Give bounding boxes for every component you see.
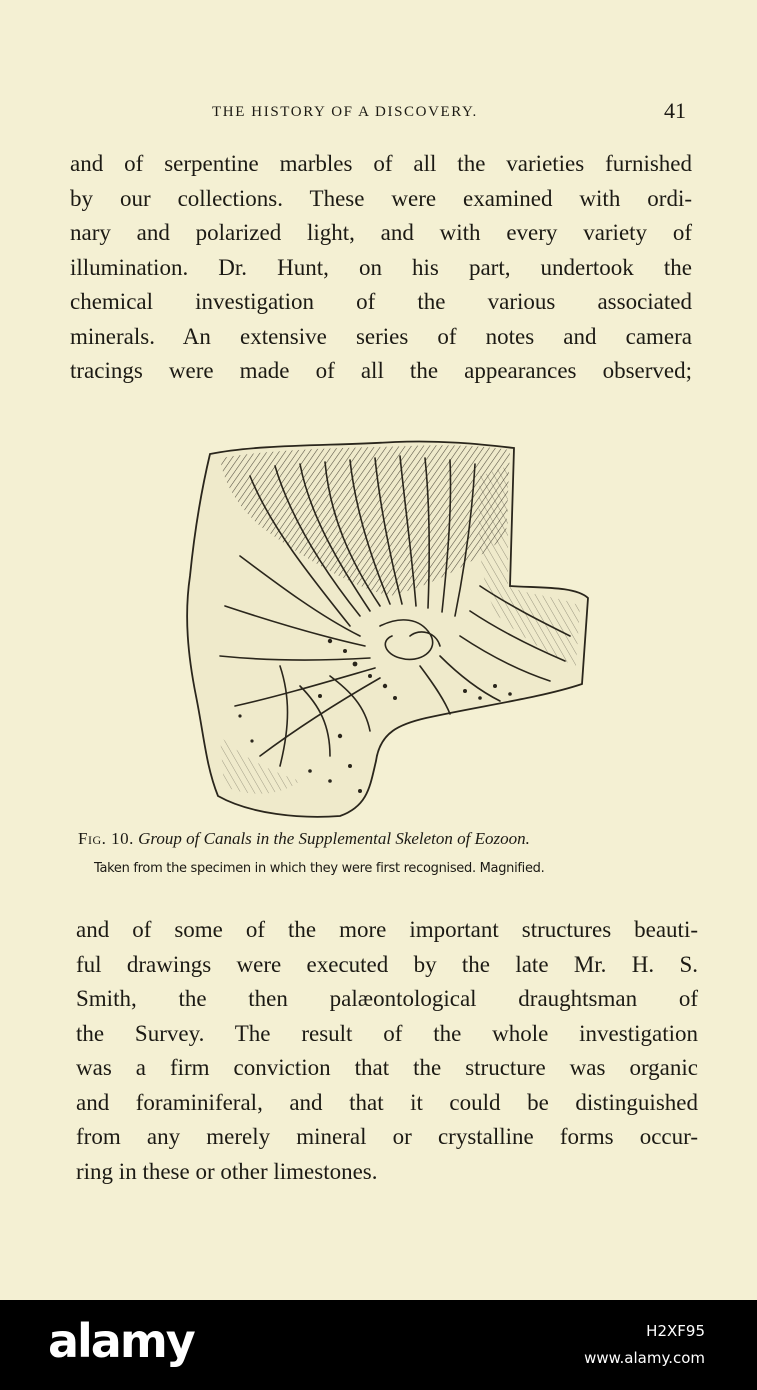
figure-title: Group of Canals in the Supplemental Skeleton of Eozoon. [138,829,530,848]
stock-footer-bar [0,1300,757,1390]
paragraph-top [70,147,692,389]
text-line: ring in these or other limestones. [76,1158,378,1184]
page-number: 41 [664,98,686,123]
image-id: H2XF95 [646,1322,705,1340]
text-line: tracings were made of all the appearances observed; [70,358,692,383]
figure-label: Fig. 10. [78,829,134,848]
text-line: was a firm conviction that the structure was organic [76,1055,698,1080]
text-line: the Survey. The result of the whole investigation [76,1020,698,1046]
text-line: and foraminiferal, and that it could be distinguished [76,1089,698,1115]
text-line: illumination. Dr. Hunt, on his part, undertook the [70,254,692,280]
figure-subcaption: Taken from the specimen in which they were first recognised. Magnified. [94,861,545,876]
text-line: and of serpentine marbles of all the varieties furnished [70,151,692,176]
running-title: THE HISTORY OF A DISCOVERY. [212,104,478,120]
text-line: and of some of the more important structures beauti- [76,917,698,942]
text-line: by our collections. These were examined with ordi- [70,185,692,211]
text-line: ful drawings were executed by the late Mr. H. S. [76,951,698,977]
paragraph-bottom [76,913,698,1189]
text-line: chemical investigation of the various associated [70,289,692,314]
text-line: minerals. An extensive series of notes and camera [70,323,692,349]
text-line: nary and polarized light, and with every variety of [70,220,692,245]
eozoon-canals-illustration [180,436,590,820]
site-url: www.alamy.com [584,1349,705,1367]
alamy-logo: alamy [48,1314,194,1368]
page-header [0,98,757,126]
text-line: Smith, the then palæontological draughtsman of [76,986,698,1011]
text-line: from any merely mineral or crystalline forms occur- [76,1124,698,1149]
figure-caption [78,829,718,849]
